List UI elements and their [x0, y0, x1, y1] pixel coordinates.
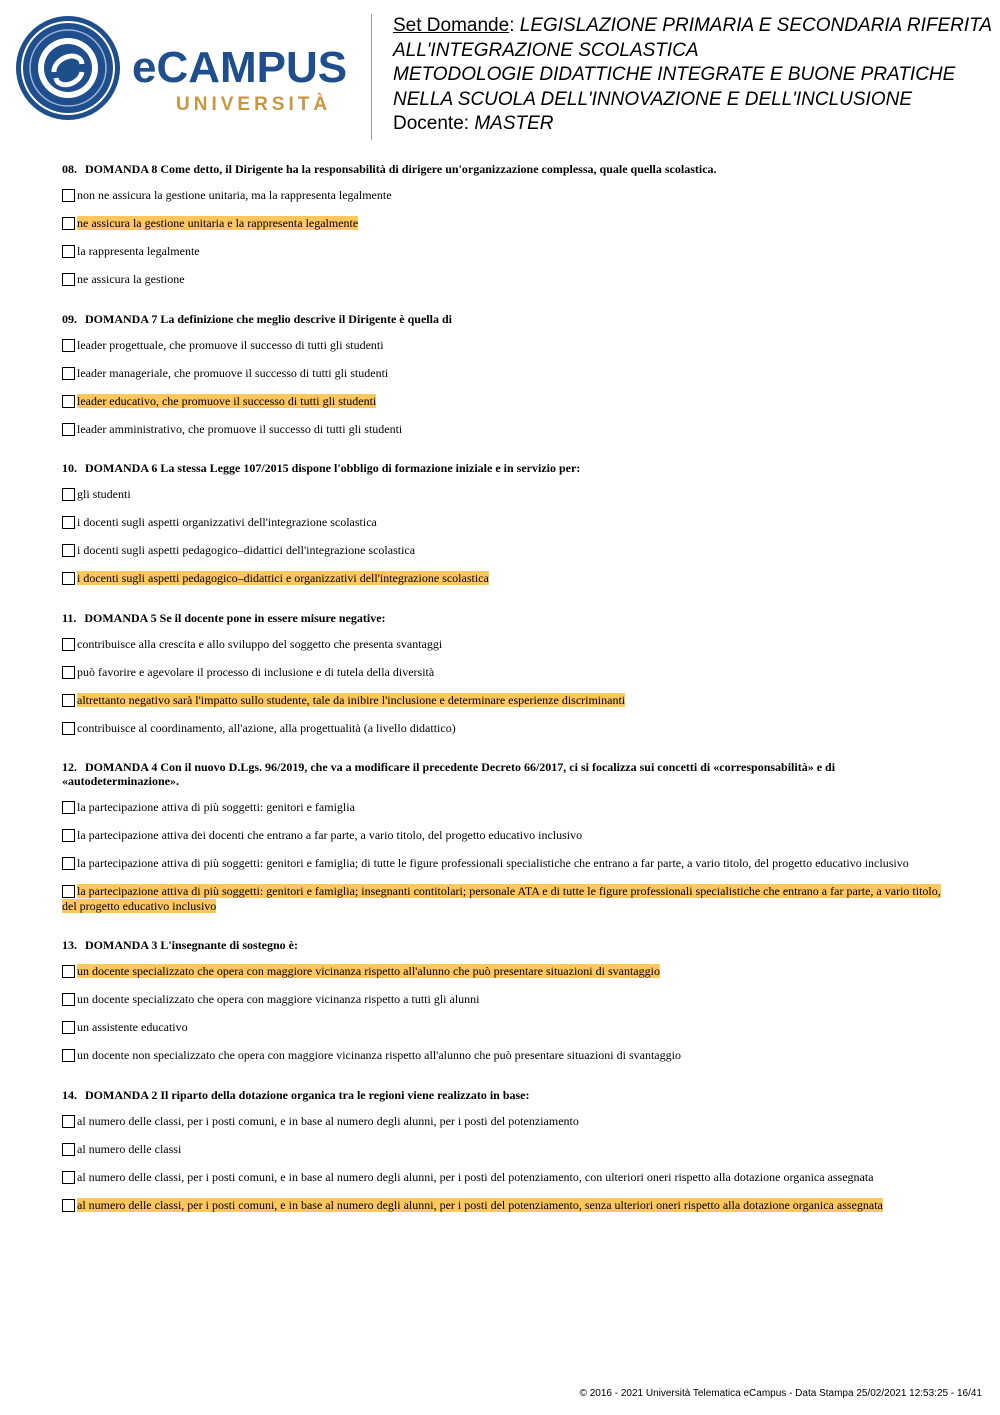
- question-text: DOMANDA 3 L'insegnante di sostegno è:: [85, 938, 299, 952]
- answer-label: leader progettuale, che promuove il successo di tutti gli studenti: [77, 337, 384, 352]
- answer-option: [62, 637, 942, 652]
- page-footer: © 2016 - 2021 Università Telematica eCampus - Data Stampa 25/02/2021 12:53:25 - 16/41: [579, 1388, 982, 1399]
- answer-checkbox[interactable]: [62, 694, 75, 707]
- question-block: [62, 611, 942, 736]
- header-divider: [371, 14, 372, 140]
- question-text: DOMANDA 5 Se il docente pone in essere misure negative:: [84, 610, 386, 625]
- question-number: 14.: [62, 1087, 77, 1102]
- set-title-3: METODOLOGIE DIDATTICHE INTEGRATE E BUONE PRATICHE: [393, 64, 956, 85]
- answer-option: [62, 1020, 942, 1035]
- set-title-line4: [393, 88, 993, 113]
- answer-option: [62, 338, 942, 353]
- question-block: [62, 312, 942, 437]
- docente-value: MASTER: [474, 113, 554, 134]
- answer-option: [62, 515, 942, 530]
- answer-option: [62, 487, 942, 502]
- answer-option: [62, 964, 942, 979]
- answer-checkbox[interactable]: [62, 857, 75, 870]
- answer-label: leader amministrativo, che promuove il successo di tutti gli studenti: [77, 421, 403, 436]
- question-block: [62, 760, 942, 913]
- answer-label: i docenti sugli aspetti organizzativi dell'integrazione scolastica: [77, 515, 377, 529]
- answer-option: [62, 856, 942, 871]
- answer-label: al numero delle classi, per i posti comuni, e in base al numero degli alunni, per i posti del potenziamento, senza ulteriori oneri rispetto alla dotazione organica assegnata: [77, 1197, 883, 1212]
- answer-label: un assistente educativo: [77, 1020, 188, 1034]
- question-block: [62, 1088, 942, 1213]
- answer-label: i docenti sugli aspetti pedagogico–didattici dell'integrazione scolastica: [77, 543, 416, 557]
- docente-line: [393, 112, 993, 137]
- answer-checkbox[interactable]: [62, 189, 75, 202]
- question-list: [62, 162, 942, 1237]
- set-title-4: NELLA SCUOLA DELL'INNOVAZIONE E DELL'INCLUSIONE: [393, 88, 913, 110]
- answer-label: contribuisce alla crescita e allo sviluppo del soggetto che presenta svantaggi: [77, 636, 443, 651]
- answer-checkbox[interactable]: [62, 638, 75, 651]
- answer-option: [62, 244, 942, 259]
- answer-label: un docente non specializzato che opera con maggiore vicinanza rispetto all'alunno che può presentare situazioni di svantaggio: [77, 1048, 681, 1062]
- answer-option: [62, 992, 942, 1007]
- question-title: [62, 312, 942, 326]
- answer-checkbox[interactable]: [62, 1115, 75, 1128]
- set-title-2: ALL'INTEGRAZIONE SCOLASTICA: [393, 39, 699, 61]
- answer-label: al numero delle classi, per i posti comuni, e in base al numero degli alunni, per i posti del potenziamento, con ulteriori oneri rispetto alla dotazione organica assegnata: [77, 1169, 874, 1184]
- answer-checkbox[interactable]: [62, 245, 75, 258]
- answer-option: [62, 1198, 942, 1213]
- set-title-line1: Set Domande: LEGISLAZIONE PRIMARIA E SECONDARIA RIFERITA: [393, 15, 993, 36]
- answer-checkbox[interactable]: [62, 423, 75, 436]
- answer-checkbox[interactable]: [62, 488, 75, 501]
- answer-option: [62, 394, 942, 409]
- answer-label: un docente specializzato che opera con maggiore vicinanza rispetto all'alunno che può presentare situazioni di svantaggio: [77, 964, 660, 978]
- question-title: [62, 760, 942, 788]
- answer-label: leader manageriale, che promuove il successo di tutti gli studenti: [77, 365, 389, 380]
- answer-checkbox[interactable]: [62, 1049, 75, 1062]
- question-number: 13.: [62, 938, 77, 952]
- answer-label: altrettanto negativo sarà l'impatto sullo studente, tale da inibire l'inclusione e determinare esperienze discriminanti: [77, 692, 626, 707]
- answer-option: [62, 1048, 942, 1063]
- answer-label: la partecipazione attiva di più soggetti: genitori e famiglia; di tutte le figure professionali specialistiche che entrano a far parte, a vario titolo, del progetto educativo inclusivo: [77, 856, 909, 870]
- answer-checkbox[interactable]: [62, 722, 75, 735]
- question-title: [62, 611, 942, 625]
- answer-label: i docenti sugli aspetti pedagogico–didattici e organizzativi dell'integrazione scolastica: [77, 571, 489, 585]
- answer-checkbox[interactable]: [62, 367, 75, 380]
- answer-label: la partecipazione attiva dei docenti che entrano a far parte, a vario titolo, del progetto educativo inclusivo: [77, 828, 583, 842]
- answer-option: [62, 800, 942, 815]
- logo-sub-text: UNIVERSITÀ: [176, 94, 332, 115]
- answer-option: [62, 884, 942, 913]
- question-number: 08.: [62, 162, 77, 176]
- question-text: DOMANDA 7 La definizione che meglio descrive il Dirigente è quella di: [85, 311, 452, 326]
- question-text: DOMANDA 2 Il riparto della dotazione organica tra le regioni viene realizzato in base:: [85, 1087, 530, 1102]
- answer-checkbox[interactable]: [62, 572, 75, 585]
- question-block: [62, 938, 942, 1063]
- answer-option: [62, 216, 942, 231]
- set-title-line3: [393, 63, 993, 88]
- answer-option: [62, 693, 942, 708]
- question-title: [62, 938, 942, 952]
- header-info: [393, 14, 993, 137]
- answer-label: ne assicura la gestione unitaria e la rappresenta legalmente: [77, 216, 359, 230]
- answer-checkbox[interactable]: [62, 1143, 75, 1156]
- question-title: [62, 162, 942, 176]
- question-number: 10.: [62, 461, 77, 475]
- answer-option: [62, 188, 942, 203]
- answer-label: può favorire e agevolare il processo di inclusione e di tutela della diversità: [77, 664, 435, 679]
- answer-option: [62, 422, 942, 437]
- answer-checkbox[interactable]: [62, 1171, 75, 1184]
- docente-label: Docente:: [393, 113, 470, 134]
- answer-option: [62, 571, 942, 586]
- question-title: [62, 1088, 942, 1102]
- answer-checkbox[interactable]: [62, 1199, 75, 1212]
- page-header: [0, 0, 1000, 150]
- question-block: [62, 461, 942, 586]
- answer-label: la partecipazione attiva di più soggetti: genitori e famiglia; insegnanti contitolari; personale ATA e di tutte le figure professionali specialistiche che entrano a far parte, a vario titolo, del progetto educativo inclusivo: [62, 884, 941, 913]
- answer-checkbox[interactable]: [62, 965, 75, 978]
- answer-checkbox[interactable]: [62, 1021, 75, 1034]
- answer-label: contribuisce al coordinamento, all'azione, alla progettualità (a livello didattico): [77, 720, 456, 735]
- answer-label: un docente specializzato che opera con maggiore vicinanza rispetto a tutti gli alunni: [77, 992, 480, 1006]
- set-label: Set Domande: [393, 15, 510, 36]
- answer-label: ne assicura la gestione: [77, 272, 185, 286]
- answer-option: [62, 1170, 942, 1185]
- question-text: DOMANDA 6 La stessa Legge 107/2015 dispone l'obbligo di formazione iniziale e in servizio per:: [85, 461, 581, 475]
- answer-label: leader educativo, che promuove il successo di tutti gli studenti: [77, 393, 377, 408]
- answer-checkbox[interactable]: [62, 885, 75, 898]
- answer-option: [62, 272, 942, 287]
- set-title-line2: [393, 39, 993, 64]
- answer-option: [62, 665, 942, 680]
- ecampus-logo: [14, 14, 359, 122]
- answer-option: [62, 828, 942, 843]
- question-text: DOMANDA 4 Con il nuovo D.Lgs. 96/2019, che va a modificare il precedente Decreto 66/2017, ci si focalizza sui concetti di «corresponsabilità» e di «autodeterminazione».: [62, 760, 836, 788]
- answer-label: al numero delle classi: [77, 1141, 182, 1156]
- answer-checkbox[interactable]: [62, 829, 75, 842]
- answer-checkbox[interactable]: [62, 666, 75, 679]
- answer-label: al numero delle classi, per i posti comuni, e in base al numero degli alunni, per i posti del potenziamento: [77, 1113, 579, 1128]
- question-number: 12.: [62, 760, 77, 774]
- answer-checkbox[interactable]: [62, 516, 75, 529]
- answer-option: [62, 1114, 942, 1129]
- answer-checkbox[interactable]: [62, 217, 75, 230]
- question-text: DOMANDA 8 Come detto, il Dirigente ha la responsabilità di dirigere un'organizzazione complessa, quale quella scolastica.: [85, 162, 717, 176]
- question-number: 11.: [62, 610, 77, 625]
- set-title-1: LEGISLAZIONE PRIMARIA E SECONDARIA RIFERITA: [519, 15, 993, 36]
- question-block: [62, 162, 942, 287]
- logo-brand-text: eCAMPUS: [132, 43, 348, 92]
- answer-option: [62, 366, 942, 381]
- answer-option: [62, 721, 942, 736]
- answer-option: [62, 1142, 942, 1157]
- answer-checkbox[interactable]: [62, 273, 75, 286]
- answer-checkbox[interactable]: [62, 339, 75, 352]
- answer-checkbox[interactable]: [62, 395, 75, 408]
- answer-label: gli studenti: [77, 487, 131, 501]
- question-title: [62, 461, 942, 475]
- answer-option: [62, 543, 942, 558]
- question-number: 09.: [62, 311, 77, 326]
- answer-label: non ne assicura la gestione unitaria, ma la rappresenta legalmente: [77, 188, 392, 202]
- answer-checkbox[interactable]: [62, 993, 75, 1006]
- answer-label: la rappresenta legalmente: [77, 244, 200, 258]
- answer-label: la partecipazione attiva di più soggetti: genitori e famiglia: [77, 800, 355, 814]
- answer-checkbox[interactable]: [62, 544, 75, 557]
- answer-checkbox[interactable]: [62, 801, 75, 814]
